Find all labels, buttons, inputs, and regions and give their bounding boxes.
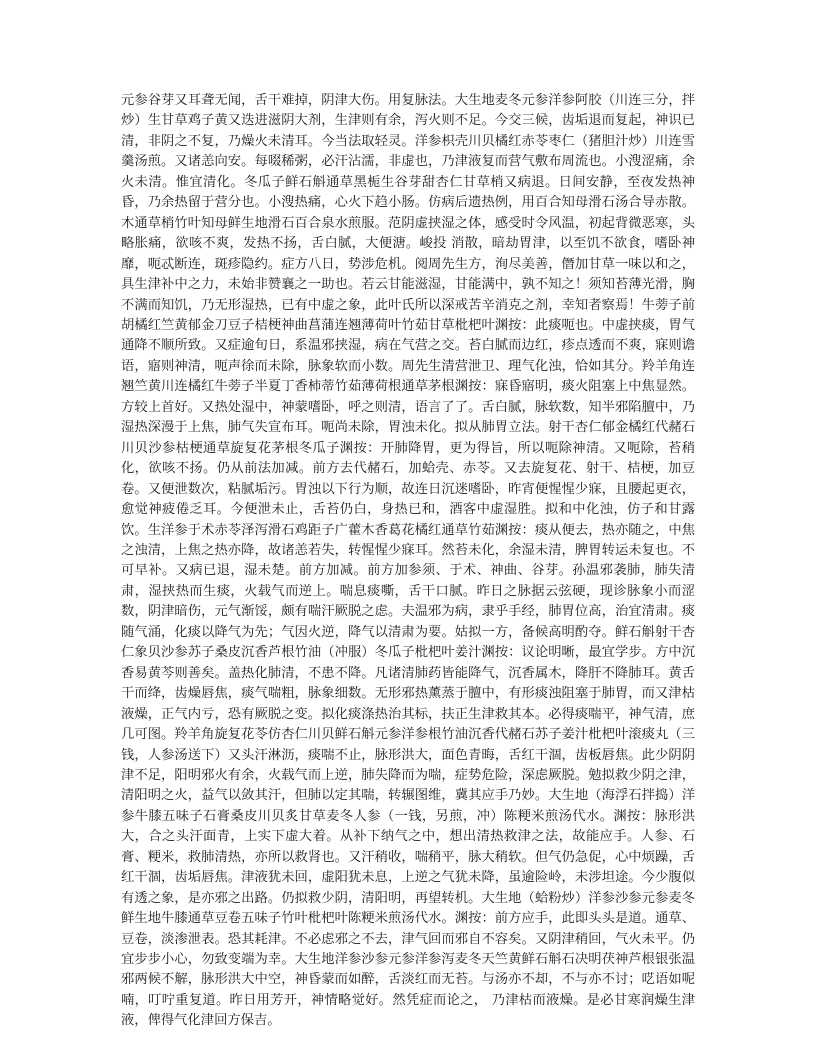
document-page	[121, 91, 695, 1032]
body-paragraph: 元参谷芽又耳聋无闻，舌干难掉，阴津大伤。用复脉法。大生地麦冬元参洋参阿胶（川连三分，拌炒）生甘草鸡子黄又迭进滋阴大剂，生津则有余，泻火则不足。今交三候，齿垢退而复起，神识已清，非阴之不复，乃燥火未清耳。今当法取轻灵。洋参枳壳川贝橘红赤苓枣仁（猪胆汁炒）川连雪羹汤煎。又诸恙向安。每啜稀粥，必汗沾濡，非虚也，乃津液复而营气敷布周流也。小溲涩痛，余火未清。惟宜清化。冬瓜子鲜石斛通草黑栀生谷芽甜杏仁甘草梢又病退。日间安静，至夜发热神昏，乃余热留于营分也。小溲热痛，心火下趋小肠。仿病后遗热例，用百合知母滑石汤合导赤散。木通草梢竹叶知母鲜生地滑石百合泉水煎服。范阴虚挟湿之体，感受时令风温，初起背微恶寒，头略胀痛，欲咳不爽，发热不扬，舌白腻，大便溏。峻投 消散，暗劫胃津，以至饥不欲食，嗜卧神靡，呃忒断连，斑疹隐约。症方八日，势涉危机。阅周先生方，洵尽美善，僭加甘草一味以和之，具生津补中之力，未始非赞襄之一助也。若云甘能滋湿，甘能满中，孰不知之！须知苔薄光滑，胸不满而知饥，乃无形湿热，已有中虚之象，此叶氏所以深戒苦辛消克之剂，幸知者察焉！牛蒡子前胡橘红竺黄郁金刀豆子桔梗神曲菖蒲连翘薄荷叶竹茹甘草枇杷叶渊按：此痰呃也。中虚挟痰，胃气通降不顺所致。又症逾旬日，系温邪挟湿，病在气营之交。苔白腻而边红，疹点透而不爽，寐则谵语，寤则神清，呃声徐而未除，脉象软而小数。周先生清营泄卫、理气化浊，恰如其分。羚羊角连翘竺黄川连橘红牛蒡子半夏丁香柿蒂竹茹薄荷根通草茅根渊按：寐昏寤明，痰火阻塞上中焦显然。方较上首好。又热处湿中，神蒙嗜卧，呼之则清，语言了了。舌白腻，脉软数，知半邪陷膻中，乃湿热深漫于上焦，肺气失宣布耳。呃尚未除，胃浊未化。拟从肺胃立法。射干杏仁郁金橘红代赭石川贝沙参枯梗通草旋复花茅根冬瓜子渊按：开肺降胃，更为得旨，所以呃除神清。又呃除，苔稍化，欲咳不扬。仍从前法加减。前方去代赭石，加蛤壳、赤苓。又去旋复花、射干、桔梗，加豆卷。又便泄数次，粘腻垢污。胃浊以下行为顺，故连日沉迷嗜卧，昨宵便惺惺少寐，且腰起更衣，愈觉神疲倦乏耳。今便泄未止，舌苔仍白，身热已和，酒客中虚湿胜。拟和中化浊，仿子和甘露饮。生洋参于术赤苓泽泻滑石鸡距子广藿木香葛花橘红通草竹茹渊按：痰从便去，热亦随之，中焦之浊清，上焦之热亦降，故诸恙若失，转惺惺少寐耳。然苔未化，余湿未清，脾胃转运未复也。不可早补。又病已退，湿未楚。前方加减。前方加参须、于术、神曲、谷芽。孙温邪袭肺，肺失清肃，湿挟热而生痰，火载气而逆上。喘息痰嘶，舌干口腻。昨日之脉据云弦硬，现诊脉象小而涩数，阴津暗伤，元气渐馁，颇有喘汗厥脱之虑。夫温邪为病，隶乎手经，肺胃位高，治宜清肃。痰随气涌，化痰以降气为先；气因火逆，降气以清肃为要。姑拟一方，备候高明酌夺。鲜石斛射干杏仁象贝沙参苏子桑皮沉香芦根竹油（冲服）冬瓜子枇杷叶姜汁渊按：议论明晰，最宜学步。方中沉香易黄芩则善矣。盖热化肺清，不患不降。凡诸清肺药皆能降气，沉香属木，降肝不降肺耳。黄舌干而绛，齿燥唇焦，痰气喘粗，脉象细数。无形邪热薰蒸于膻中，有形痰浊阻塞于肺胃，而又津枯液燥，正气内亏，恐有厥脱之变。拟化痰涤热治其标，扶正生津救其本。必得痰喘平，神气清，庶几可图。羚羊角旋复花苓仿杏仁川贝鲜石斛元参洋参根竹油沉香代赭石苏子姜汁枇杷叶滚痰丸（三钱，人参汤送下）又头汗淋沥，痰喘不止，脉形洪大，面色青晦，舌红干涸，齿板唇焦。此少阴阴津不足，阳明邪火有余，火载气而上逆，肺失降而为喘，症势危险，深虑厥脱。勉拟救少阴之津，清阳明之火，益气以敛其汗，但肺以定其喘，转辗图维，冀其应手乃妙。大生地（海浮石拌捣）洋参牛膝五味子石膏桑皮川贝炙甘草麦冬人参（一钱，另煎，冲）陈粳米煎汤代水。渊按：脉形洪大，合之头汗面青，上实下虚大着。从补下纳气之中，想出清热救津之法，故能应手。人参、石膏、粳米，救肺清热，亦所以救肾也。又汗稍收，喘稍平，脉大稍软。但气仍急促，心中烦躁，舌红干涸，齿垢唇焦。津液犹未回，虚阳犹未息，上逆之气犹未降，虽逾险岭，未涉坦途。今少腹似有透之象，是亦邪之出路。仍拟救少阴，清阳明，再望转机。大生地（蛤粉炒）洋参沙参元参麦冬鲜生地牛膝通草豆卷五味子竹叶枇杷叶陈粳米煎汤代水。渊按：前方应手，此即头头是道。通草、豆卷，淡渗泄表。恐其耗津。不必虑邪之不去，津气回而邪自不容矣。又阴津稍回，气火未平。仍宜步步小心，勿致变端为幸。大生地洋参沙参元参洋参泻麦冬天竺黄鲜石斛石决明茯神芦根银张温邪两候不解，脉形洪大中空，神昏蒙而如醉，舌淡红而无苔。与汤亦不却，不与亦不讨；呓语如呢喃，叮咛重复道。昨日用芳开，神情略觉好。然凭症而论之， 乃津枯而液燥。是必甘寒润燥生津液，俾得气化津回方保吉。	[121, 93, 695, 1029]
